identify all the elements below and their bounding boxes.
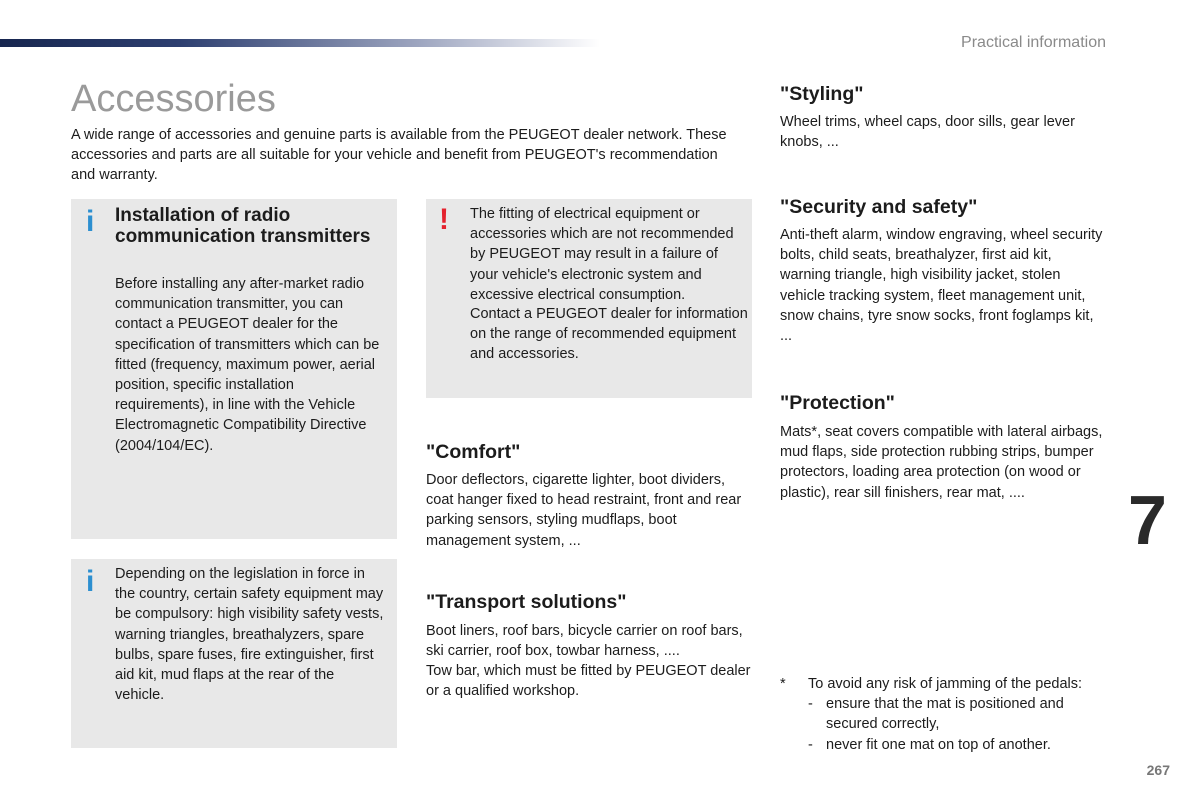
footnote-item: [808, 735, 1108, 755]
comfort-heading: "Comfort": [426, 441, 521, 463]
transport-text: Boot liners, roof bars, bicycle carrier on roof bars, ski carrier, roof box, towbar harness, ....: [426, 623, 743, 660]
header-color-bar: [0, 39, 600, 47]
styling-heading: "Styling": [780, 83, 864, 105]
intro-paragraph: A wide range of accessories and genuine parts is available from the PEUGEOT dealer network. These accessories and parts are all suitable for your vehicle and benefit from PEUGEOT's recommendation and warranty.: [71, 127, 727, 183]
footnote-main: To avoid any risk of jamming of the pedals:: [808, 676, 1083, 692]
transport-heading: "Transport solutions": [426, 591, 627, 613]
footnote-dash: -: [808, 696, 813, 712]
legislation-info-text: Depending on the legislation in force in the country, certain safety equipment may be compulsory: high visibility safety vests, warning triangles, breathalyzers, spare bulbs, spare fuses, fire extinguisher, first aid kit, mud flaps at the rear of the vehicle.: [115, 566, 384, 704]
legislation-info-box: [71, 559, 397, 748]
security-heading: "Security and safety": [780, 196, 978, 218]
protection-text: Mats*, seat covers compatible with lateral airbags, mud flaps, side protection rubbing strips, bumper protectors, loading area protection (on wood or plastic), rear sill finishers, rear mat, ....: [780, 424, 1103, 501]
styling-text: Wheel trims, wheel caps, door sills, gear lever knobs, ...: [780, 114, 1075, 151]
footnote-item: [808, 694, 1108, 734]
protection-heading: "Protection": [780, 392, 895, 414]
warning-box: [426, 199, 752, 398]
radio-info-box: [71, 199, 397, 539]
transport-towbar-text: Tow bar, which must be fitted by PEUGEOT dealer or a qualified workshop.: [426, 663, 751, 700]
radio-info-text: Before installing any after-market radio communication transmitter, you can contact a PEUGEOT dealer for the specification of transmitters which can be fitted (frequency, maximum power, aerial position, specific installation requirements), in line with the Vehicle Electromagnetic Compatibility Directive (2004/104/EC).: [115, 276, 380, 454]
info-icon: i: [86, 565, 95, 598]
security-text: Anti-theft alarm, window engraving, wheel security bolts, child seats, breathalyzer, first aid kit, warning triangle, high visibility jacket, stolen vehicle tracking system, fleet management unit, snow chains, tyre snow socks, front foglamps kit, ...: [780, 227, 1103, 345]
footnote-item-text: ensure that the mat is positioned and secured correctly,: [826, 696, 1064, 733]
warning-icon: !: [439, 203, 449, 236]
info-icon: i: [86, 205, 95, 238]
warning-contact-text: Contact a PEUGEOT dealer for information on the range of recommended equipment and accessories.: [470, 306, 748, 363]
page-number: 267: [1146, 762, 1170, 778]
warning-text: The fitting of electrical equipment or accessories which are not recommended by PEUGEOT may result in a failure of your vehicle's electronic system and excessive electrical consumption.: [470, 206, 734, 303]
footnote-item-text: never fit one mat on top of another.: [826, 737, 1051, 753]
page-title: Accessories: [71, 78, 276, 120]
comfort-text: Door deflectors, cigarette lighter, boot dividers, coat hanger fixed to head restraint, front and rear parking sensors, styling mudflaps, boot management system, ...: [426, 472, 742, 549]
radio-info-title: Installation of radio communication transmitters: [115, 205, 371, 247]
section-title: Practical information: [961, 34, 1106, 51]
footnote-star: *: [780, 676, 786, 692]
footnote-dash: -: [808, 737, 813, 753]
chapter-number: 7: [1128, 481, 1167, 559]
